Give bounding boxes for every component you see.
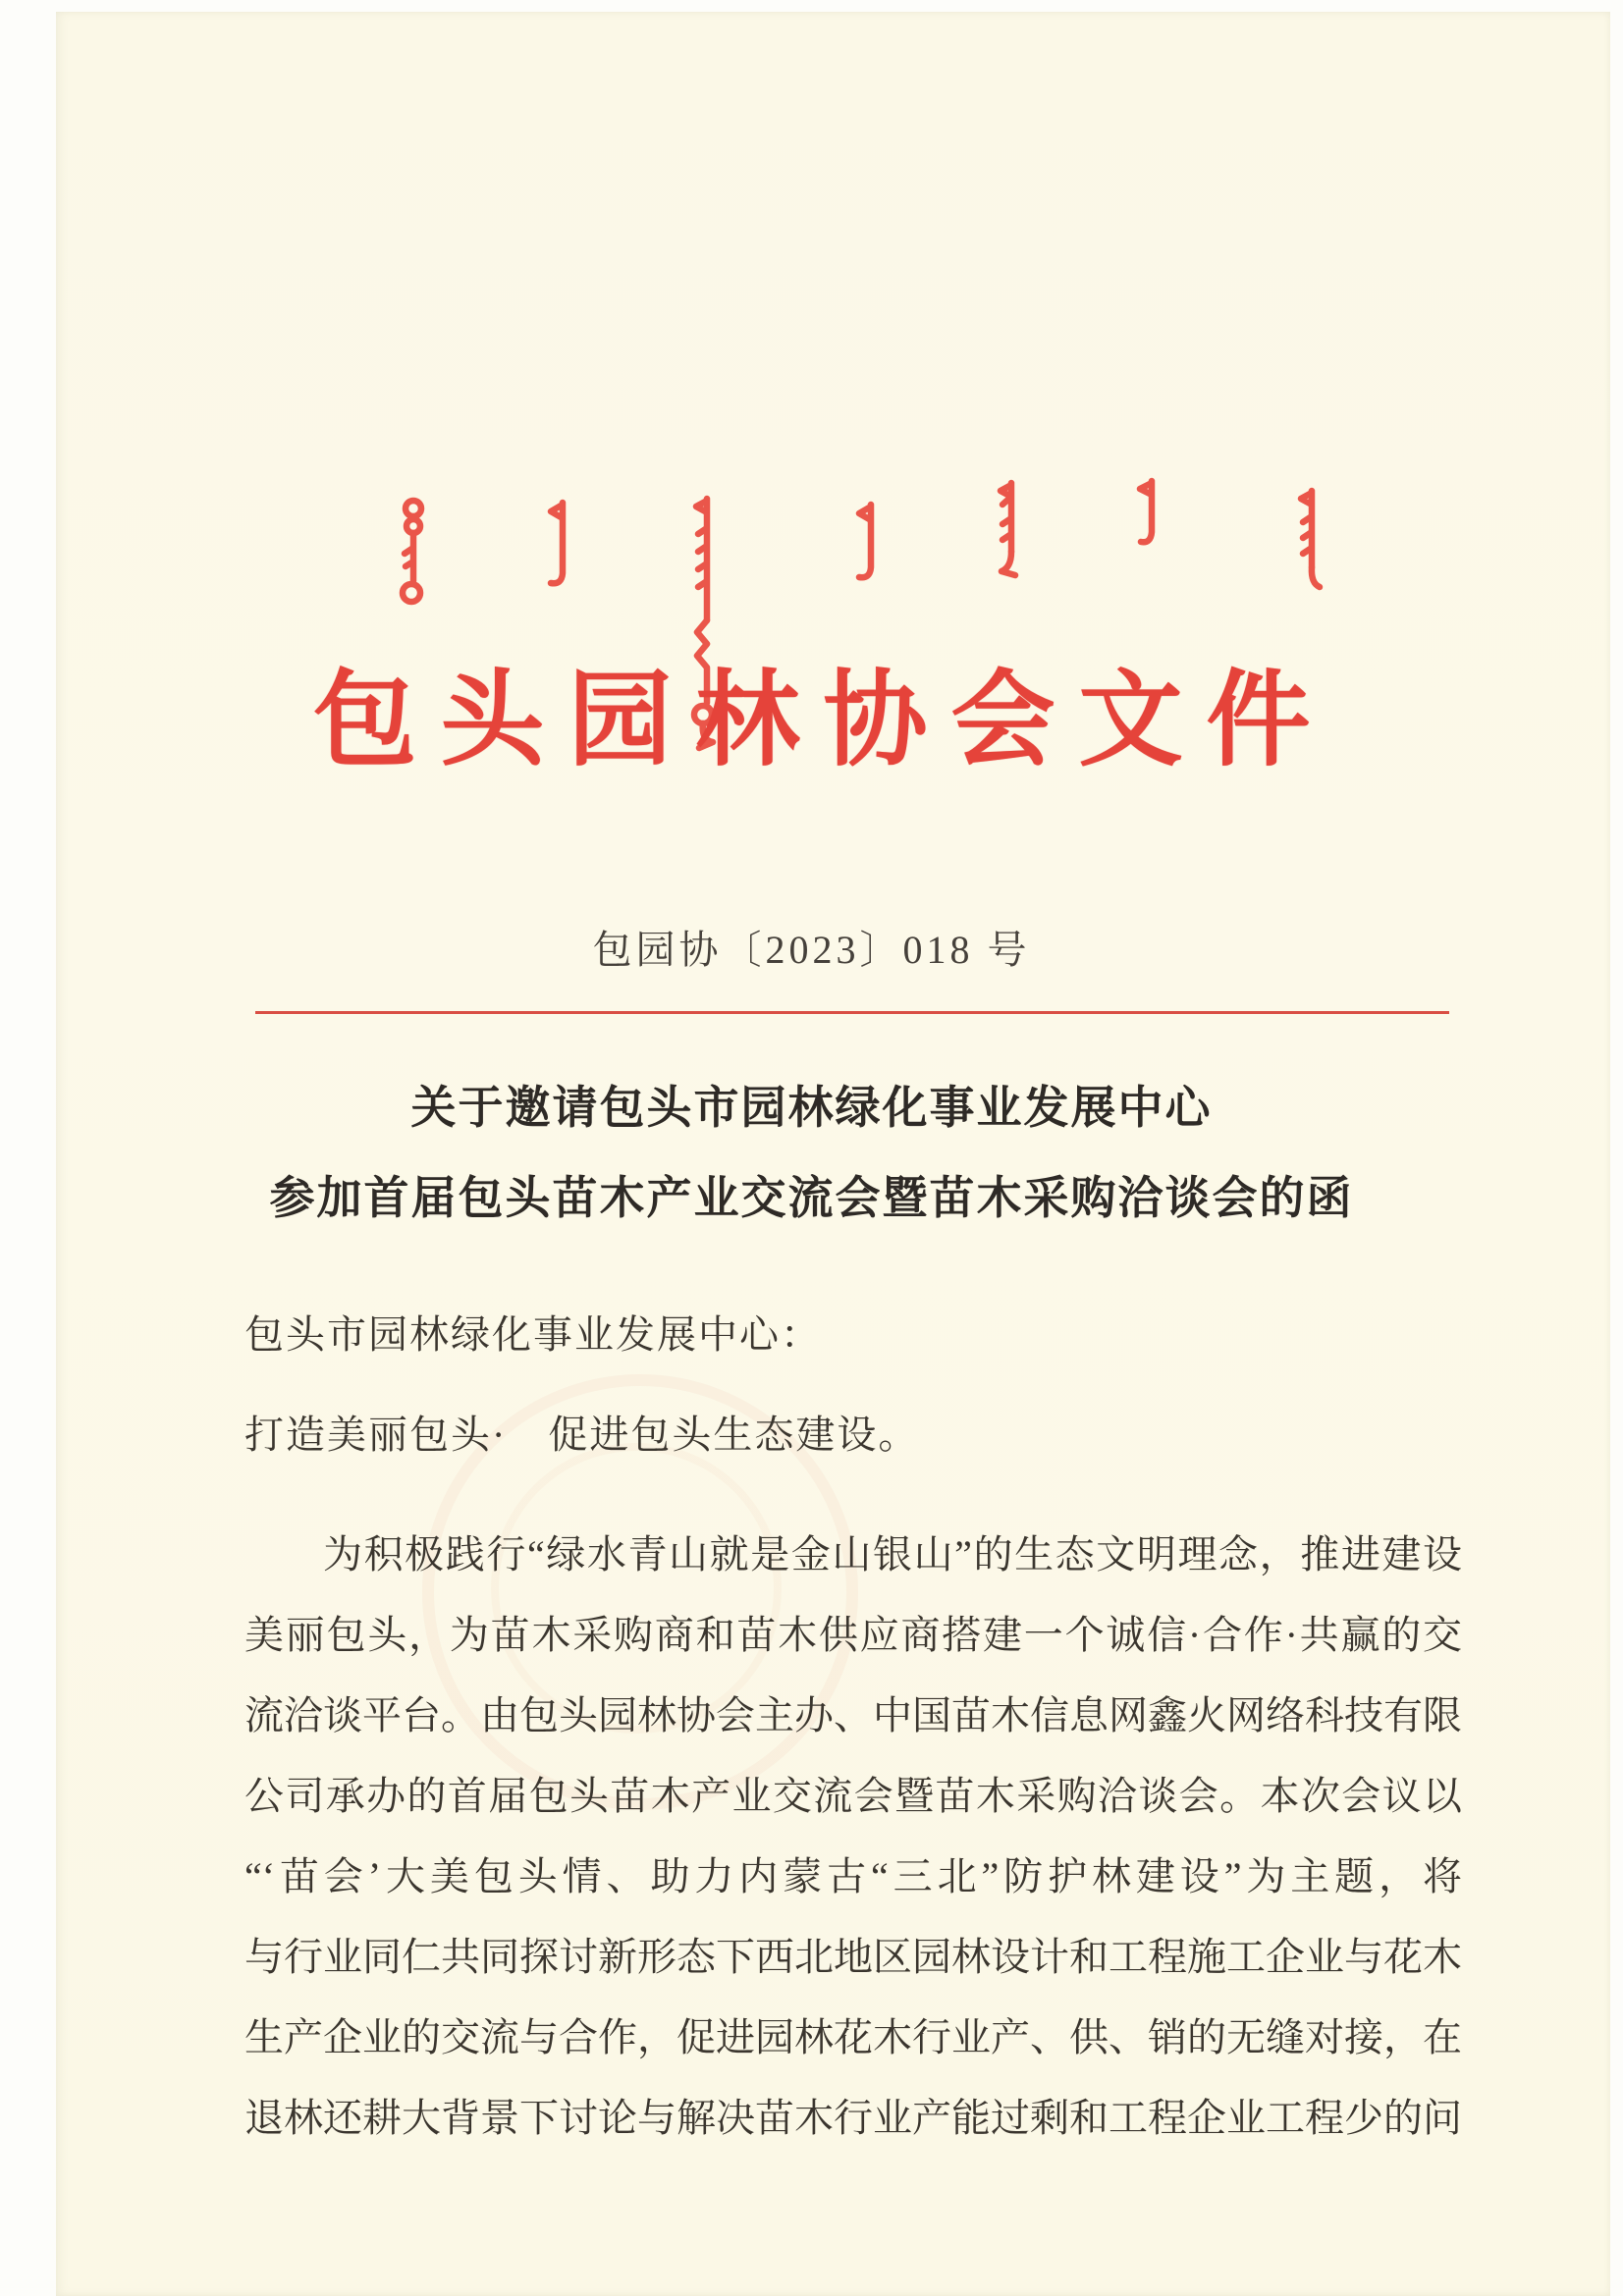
mongolian-script-icon bbox=[546, 497, 575, 589]
paragraph-line: 退林还耕大背景下讨论与解决苗木行业产能过剩和工程企业工程少的问 bbox=[244, 2096, 1462, 2140]
slogan-line: 打造美丽包头· 促进包头生态建设。 bbox=[244, 1413, 920, 1457]
subject-line-2: 参加首届包头苗木产业交流会暨苗木采购洽谈会的函 bbox=[269, 1173, 1354, 1223]
subject-line-1: 关于邀请包头市园林绿化事业发展中心 bbox=[410, 1083, 1213, 1133]
paragraph-line: 流洽谈平台。由包头园林协会主办、中国苗木信息网鑫火网络科技有限 bbox=[244, 1693, 1462, 1737]
mongolian-script-icon bbox=[397, 497, 430, 614]
mongolian-script-icon bbox=[1294, 485, 1327, 593]
red-rule bbox=[255, 1011, 1449, 1014]
mongolian-script-icon bbox=[1135, 475, 1164, 548]
paragraph-line: “‘苗会’大美包头情、助力内蒙古“三北”防护林建设”为主题，将 bbox=[244, 1854, 1462, 1898]
paragraph-line: 美丽包头，为苗木采购商和苗木供应商搭建一个诚信·合作·共赢的交 bbox=[244, 1613, 1462, 1657]
mongolian-script-icon bbox=[994, 477, 1027, 581]
document-number: 包园协〔2023〕018 号 bbox=[592, 928, 1031, 972]
paragraph-line: 为积极践行“绿水青山就是金山银山”的生态文明理念，推进建设 bbox=[323, 1532, 1462, 1576]
paragraph-line: 生产企业的交流与合作，促进园林花木行业产、供、销的无缝对接，在 bbox=[244, 2015, 1462, 2059]
paragraph-line: 与行业同仁共同探讨新形态下西北地区园林设计和工程施工企业与花木 bbox=[244, 1935, 1462, 1979]
mongolian-script-icon bbox=[854, 499, 884, 583]
masthead-title: 包头园林协会文件 bbox=[312, 664, 1334, 778]
paragraph-line: 公司承办的首届包头苗木产业交流会暨苗木采购洽谈会。本次会议以 bbox=[244, 1774, 1462, 1818]
addressee-line: 包头市园林绿化事业发展中心： bbox=[244, 1312, 822, 1357]
body-paragraph bbox=[244, 1515, 1462, 2159]
